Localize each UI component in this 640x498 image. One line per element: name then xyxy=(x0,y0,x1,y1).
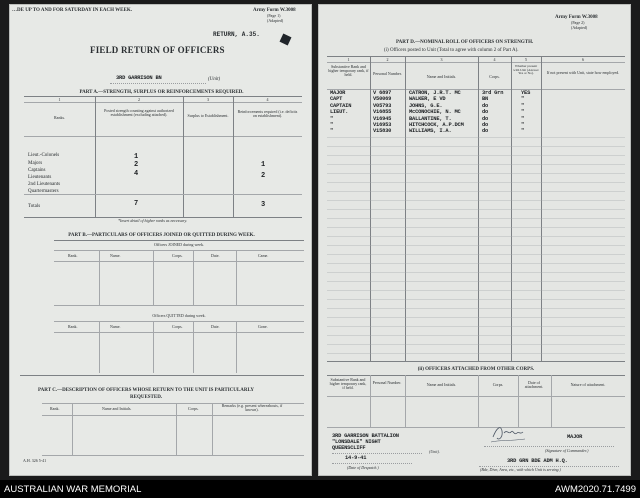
joined-col-came: Came. xyxy=(258,253,269,258)
officer-present: " xyxy=(521,128,525,135)
row-rank-2ndlieuts: 2nd Lieutenants xyxy=(28,182,61,187)
joined-col-name: Name. xyxy=(110,253,121,258)
footer-sig-label: (Signature of Commander.) xyxy=(545,448,589,453)
officer-rank: " xyxy=(330,115,334,122)
c-col-rank: Rank. xyxy=(50,406,60,411)
officer-present: " xyxy=(521,96,525,103)
officer-corps: do xyxy=(482,109,489,116)
c-col-remarks: Remarks (e.g. present whereabouts, if known). xyxy=(221,403,283,413)
officer-name: HITCHCOCK, A.P.DCM xyxy=(409,122,464,128)
d-col-corps: Corps. xyxy=(489,74,500,79)
officer-number: V16855 xyxy=(373,109,392,116)
totals-posted: 7 xyxy=(134,200,139,208)
reinf-lieuts: 2 xyxy=(261,172,266,180)
officer-number: V16953 xyxy=(373,122,392,128)
d-col-present: Whether present with Unit (Answer Yes or No). xyxy=(513,64,539,76)
footer-date: 14-9-41 xyxy=(345,455,367,461)
officer-number: V15830 xyxy=(373,128,392,135)
part-c-heading-1: PART C.—DESCRIPTION OF OFFICERS WHOSE RETURN TO THE UNIT IS PARTICULARLY xyxy=(38,388,254,393)
d-num-6: 6 xyxy=(582,57,584,62)
footer-unit-3: QUEENSCLIFF xyxy=(332,445,366,451)
quitted-col-date: Date. xyxy=(211,324,220,329)
quitted-col-rank: Rank. xyxy=(68,324,78,329)
officer-rank: CAPT xyxy=(330,96,343,103)
officer-number: V05793 xyxy=(373,102,392,109)
officer-name: CATRON, J.R.T. MC xyxy=(409,90,461,96)
ink-stamp xyxy=(280,34,292,46)
footer-unit-1: 3RD GARRISON BATTALION xyxy=(332,433,399,439)
c-col-name: Name and Initials. xyxy=(102,406,132,411)
joined-label: Officers JOINED during week. xyxy=(154,242,204,247)
ii-col-number: Personal Number. xyxy=(372,380,402,385)
totals-label: Totals xyxy=(28,204,41,209)
officer-corps: BN xyxy=(482,96,489,103)
part-a-heading: PART A.—STRENGTH, SURPLUS OR REINFORCEMENTS REQUIRED. xyxy=(79,90,244,95)
officer-corps: do xyxy=(482,115,489,122)
officer-name: WILLIAMS, I.A. xyxy=(409,128,452,135)
footer-unit-2: "LONSDALE" NIGHT xyxy=(332,439,381,445)
officer-present: " xyxy=(521,115,525,122)
army-form: Army Form W.3008 xyxy=(253,8,296,13)
officer-name: McCONOCHIE, N. MC xyxy=(409,109,461,116)
joined-col-rank: Rank. xyxy=(68,253,78,258)
footer-formation-label: (Bde, Divn, Area, etc., with which Unit is serving.) xyxy=(480,467,561,472)
d-col-number: Personal Number. xyxy=(373,71,402,76)
officer-present: " xyxy=(521,102,525,109)
adapted-2: (Adapted) xyxy=(571,25,588,30)
officer-rank: CAPTAIN xyxy=(330,102,352,109)
row-rank-lieuts: Lieutenants xyxy=(28,175,52,180)
row-rank-ltcol: Lieut.-Colonels xyxy=(28,153,60,158)
officer-number: V 6897 xyxy=(373,90,392,96)
officer-corps: do xyxy=(482,128,489,135)
officer-number: V16945 xyxy=(373,115,392,122)
officer-name: BALLANTINE, T. xyxy=(409,115,452,122)
ii-col-date: Date of attachment. xyxy=(524,380,544,390)
right-page xyxy=(318,4,631,476)
totals-reinf: 3 xyxy=(261,201,266,209)
d-num-4: 4 xyxy=(493,57,496,62)
part-c-heading-2: REQUESTED. xyxy=(130,395,163,400)
officer-present: " xyxy=(521,109,525,116)
officer-number: V50069 xyxy=(373,96,392,103)
d-col-rank: Substantive Rank and higher temporary rank, if held. xyxy=(328,64,369,78)
ii-col-name: Name and Initials. xyxy=(426,382,457,387)
d-num-5: 5 xyxy=(525,57,527,62)
officer-name: JOHNS, G.E. xyxy=(409,102,443,109)
officer-rank: MAJOR xyxy=(330,90,346,96)
quitted-col-name: Name. xyxy=(110,324,121,329)
col-num-3: 3 xyxy=(207,97,209,102)
sub-ii: (ii) OFFICERS ATTACHED FROM OTHER CORPS. xyxy=(417,367,535,372)
d-col-name: Name and Initials. xyxy=(426,74,457,79)
col-num-4: 4 xyxy=(266,97,269,102)
officer-name: WALKER, E VD xyxy=(409,96,446,103)
ii-col-corps: Corps. xyxy=(492,382,504,387)
part-d-heading: PART D.—NOMINAL ROLL OF OFFICERS ON STRENGTH. xyxy=(396,40,534,45)
left-page xyxy=(9,4,312,476)
officer-rank: LIEUT. xyxy=(330,109,349,116)
ii-col-nature: Nature of attachment. xyxy=(570,382,606,387)
part-b-heading: PART B.—PARTICULARS OF OFFICERS JOINED OR QUITTED DURING WEEK. xyxy=(68,233,255,238)
officer-corps: do xyxy=(482,102,489,109)
adapted: (Adapted) xyxy=(267,18,284,23)
print-ref: A.H. 326 5-41 xyxy=(23,458,47,463)
footer-formation: 3RD GRN BDE ADM H.Q. xyxy=(507,458,568,464)
posted-lieuts: 4 xyxy=(134,170,139,178)
commander-signature xyxy=(489,423,529,445)
c-col-corps: Corps. xyxy=(188,406,199,411)
footer-unit-label: (Unit). xyxy=(429,449,440,454)
officer-corps: do xyxy=(482,122,489,128)
caption-left: AUSTRALIAN WAR MEMORIAL xyxy=(4,484,142,495)
d-num-3: 3 xyxy=(440,57,443,62)
page-num: (Page 1) xyxy=(267,13,281,18)
army-form-2: Army Form W.3008 xyxy=(555,15,598,20)
col-head-reinf: Reinforcements required (i.e. deficits on establishment). xyxy=(237,109,298,119)
page-num-2: (Page 2) xyxy=(571,20,585,25)
reinf-captains: 1 xyxy=(261,161,266,169)
ii-col-rank: Substantive Rank and higher temporary rank, if held. xyxy=(329,377,367,391)
col-num-2: 2 xyxy=(138,97,140,102)
col-head-surplus: Surplus to Establishment. xyxy=(187,113,229,118)
col-head-ranks: Ranks. xyxy=(54,115,65,120)
footer-rank: MAJOR xyxy=(567,434,583,440)
row-rank-qm: Quartermasters xyxy=(28,189,59,194)
joined-col-date: Date. xyxy=(211,253,220,258)
row-rank-majors: Majors xyxy=(28,161,43,166)
unit-typed: 3RD GARRISON BN xyxy=(116,75,162,81)
part-a-footnote: *Insert detail of higher ranks as necessary. xyxy=(118,218,187,223)
row-rank-captains: Captains xyxy=(28,168,46,173)
d-num-2: 2 xyxy=(386,57,389,62)
col-num-1: 1 xyxy=(58,97,61,102)
caption-bar xyxy=(0,480,640,498)
joined-col-corps: Corps. xyxy=(172,253,183,258)
return-number: RETURN, A.35. xyxy=(213,31,260,38)
col-head-posted: Posted strength counting against authorized establishment (excluding attached). xyxy=(104,108,174,118)
officer-rank: " xyxy=(330,122,334,128)
sub-i: (i) Officers posted to Unit (Total to agree with column 2 of Part A). xyxy=(384,48,519,53)
posted-majors: 1 xyxy=(134,153,139,161)
officer-rank: " xyxy=(330,128,334,135)
quitted-col-gone: Gone. xyxy=(258,324,268,329)
d-num-1: 1 xyxy=(347,57,350,62)
quitted-label: Officers QUITTED during week. xyxy=(152,313,206,318)
unit-label: (Unit) xyxy=(208,77,221,82)
quitted-col-corps: Corps. xyxy=(172,324,183,329)
caption-right: AWM2020.71.7499 xyxy=(555,484,636,495)
d-col-employed: If not present with Unit, state how employed. xyxy=(546,70,620,75)
header-left: …DE UP TO AND FOR SATURDAY IN EACH WEEK. xyxy=(12,8,132,13)
posted-captains: 2 xyxy=(134,161,139,169)
footer-date-label: (Date of Despatch.) xyxy=(347,465,379,470)
form-title: FIELD RETURN OF OFFICERS xyxy=(90,45,225,55)
officer-corps: 3rd Grn xyxy=(482,90,504,96)
officer-present: YES xyxy=(521,90,531,96)
officer-present: " xyxy=(521,122,525,128)
